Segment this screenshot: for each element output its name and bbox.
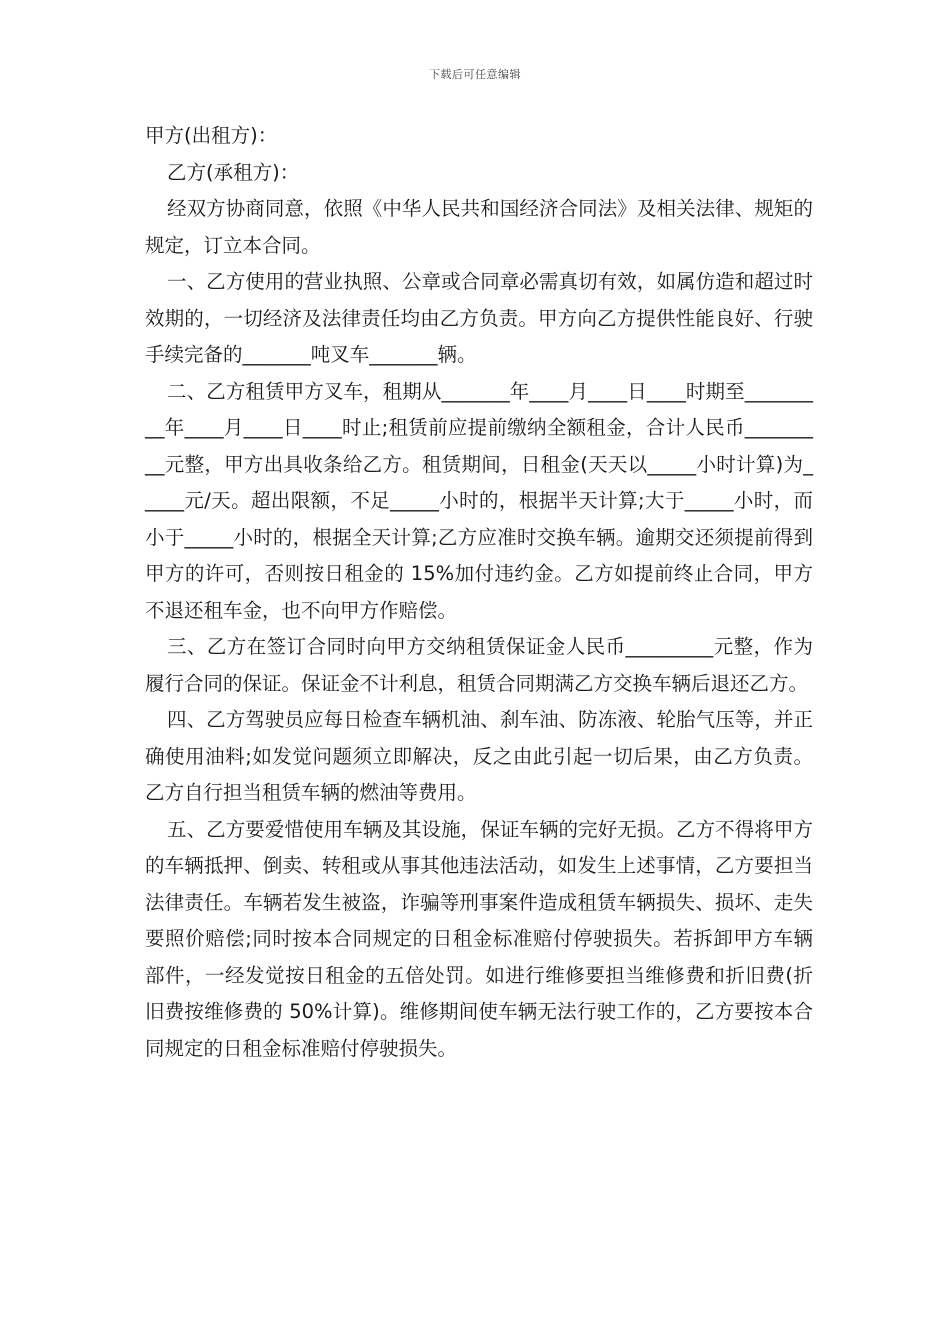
party-b-line: 乙方(承租方)：	[167, 160, 300, 184]
clause-4-paragraph: 四、乙方驾驶员应每日检查车辆机油、刹车油、防冻液、轮胎气压等，并正确使用油料;如发觉问题须立即解决，反之由此引起一切后果，由乙方负责。乙方自行担当租赁车辆的燃油等费用。	[145, 708, 813, 804]
clause-3-paragraph: 三、乙方在签订合同时向甲方交纳租赁保证金人民币_________元整，作为履行合同的保证。保证金不计利息，租赁合同期满乙方交换车辆后退还乙方。	[145, 635, 813, 695]
clause-1-paragraph: 一、乙方使用的营业执照、公章或合同章必需真切有效，如属仿造和超过时效期的，一切经济及法律责任均由乙方负责。甲方向乙方提供性能良好、行驶手续完备的_______吨叉车_______辆。	[145, 270, 813, 366]
contract-body	[145, 118, 813, 1067]
clause-2-paragraph: 二、乙方租赁甲方叉车，租期从_______年____月____日____时期至_________年____月____日____时止;租赁前应提前缴纳全额租金，合计人民币_________元整，甲方出具收条给乙方。租赁期间，日租金(天天以_____小时计算)为_____元/天。超出限额，不足_____小时的，根据半天计算;大于_____小时，而小于_____小时的，根据全天计算;乙方应准时交换车辆。逾期交还须提前得到甲方的许可，否则按日租金的 15%加付违约金。乙方如提前终止合同，甲方不退还租车金，也不向甲方作赔偿。	[145, 379, 813, 622]
preamble-paragraph: 经双方协商同意，依照《中华人民共和国经济合同法》及相关法律、规矩的规定，订立本合同。	[145, 197, 813, 257]
party-a-line: 甲方(出租方)：	[145, 124, 278, 147]
clause-5-paragraph: 五、乙方要爱惜使用车辆及其设施，保证车辆的完好无损。乙方不得将甲方的车辆抵押、倒卖、转租或从事其他违法活动，如发生上述事情，乙方要担当法律责任。车辆若发生被盗，诈骗等刑事案件造成租赁车辆损失、损坏、走失要照价赔偿;同时按本合同规定的日租金标准赔付停驶损失。若拆卸甲方车辆部件，一经发觉按日租金的五倍处罚。如进行维修要担当维修费和折旧费(折旧费按维修费的 50%计算)。维修期间使车辆无法行驶工作的，乙方要按本合同规定的日租金标准赔付停驶损失。	[145, 817, 813, 1060]
page-header-note: 下载后可任意编辑	[429, 68, 521, 81]
